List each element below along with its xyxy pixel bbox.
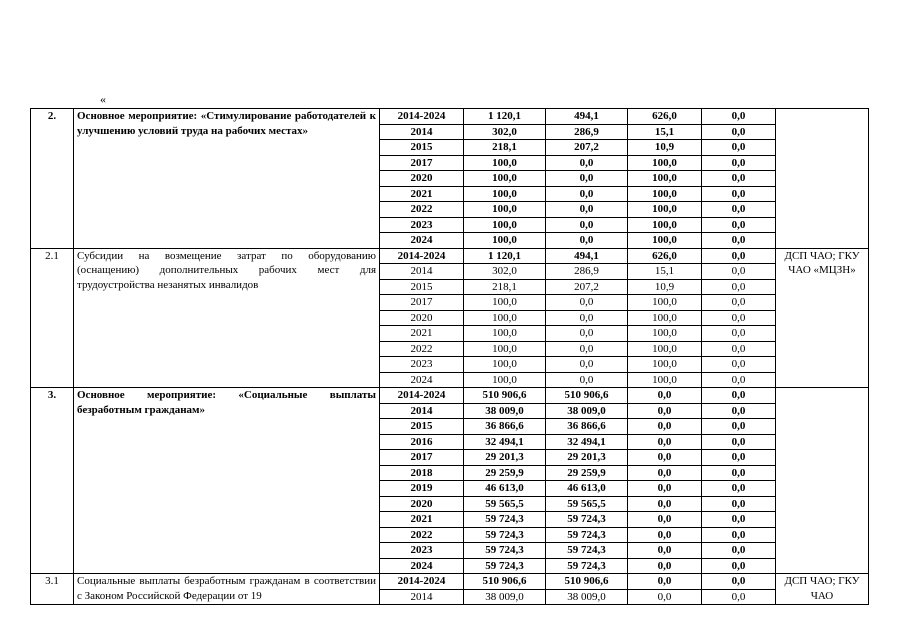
source2-cell: 0,0: [628, 403, 702, 419]
year-cell: 2016: [380, 434, 464, 450]
year-cell: 2021: [380, 326, 464, 342]
source3-cell: 0,0: [702, 310, 776, 326]
year-cell: 2022: [380, 202, 464, 218]
total-cell: 1 120,1: [464, 248, 546, 264]
source1-cell: 0,0: [546, 372, 628, 388]
source1-cell: 38 009,0: [546, 589, 628, 605]
source2-cell: 0,0: [628, 496, 702, 512]
source3-cell: 0,0: [702, 403, 776, 419]
total-cell: 1 120,1: [464, 109, 546, 125]
source2-cell: 100,0: [628, 295, 702, 311]
source2-cell: 0,0: [628, 543, 702, 559]
total-cell: 218,1: [464, 279, 546, 295]
source2-cell: 100,0: [628, 217, 702, 233]
source1-cell: 0,0: [546, 233, 628, 249]
source1-cell: 59 565,5: [546, 496, 628, 512]
year-cell: 2014: [380, 124, 464, 140]
table-row: [31, 574, 869, 590]
year-cell: 2015: [380, 279, 464, 295]
total-cell: 46 613,0: [464, 481, 546, 497]
source3-cell: 0,0: [702, 450, 776, 466]
source2-cell: 100,0: [628, 372, 702, 388]
source3-cell: 0,0: [702, 202, 776, 218]
source3-cell: 0,0: [702, 264, 776, 280]
total-cell: 100,0: [464, 233, 546, 249]
source2-cell: 100,0: [628, 310, 702, 326]
source2-cell: 15,1: [628, 264, 702, 280]
section-number: 2.1: [31, 248, 74, 388]
year-cell: 2024: [380, 372, 464, 388]
responsible-cell: ДСП ЧАО; ГКУ ЧАО «МЦЗН»: [776, 248, 869, 388]
source1-cell: 59 724,3: [546, 543, 628, 559]
source2-cell: 0,0: [628, 434, 702, 450]
source1-cell: 46 613,0: [546, 481, 628, 497]
source3-cell: 0,0: [702, 233, 776, 249]
total-cell: 218,1: [464, 140, 546, 156]
source1-cell: 29 259,9: [546, 465, 628, 481]
total-cell: 100,0: [464, 357, 546, 373]
source3-cell: 0,0: [702, 465, 776, 481]
source1-cell: 0,0: [546, 186, 628, 202]
section-title: Основное мероприятие: «Социальные выплаты безработным гражданам»: [74, 388, 380, 574]
source2-cell: 0,0: [628, 589, 702, 605]
year-cell: 2017: [380, 450, 464, 466]
year-cell: 2019: [380, 481, 464, 497]
source1-cell: 0,0: [546, 171, 628, 187]
source3-cell: 0,0: [702, 279, 776, 295]
source2-cell: 100,0: [628, 233, 702, 249]
source3-cell: 0,0: [702, 248, 776, 264]
year-cell: 2022: [380, 527, 464, 543]
source3-cell: 0,0: [702, 171, 776, 187]
source1-cell: 207,2: [546, 279, 628, 295]
year-cell: 2020: [380, 310, 464, 326]
source3-cell: 0,0: [702, 186, 776, 202]
section-number: 3.1: [31, 574, 74, 605]
total-cell: 59 724,3: [464, 543, 546, 559]
total-cell: 510 906,6: [464, 388, 546, 404]
year-cell: 2014: [380, 403, 464, 419]
table-row: [31, 388, 869, 404]
year-cell: 2015: [380, 140, 464, 156]
source1-cell: 0,0: [546, 295, 628, 311]
source2-cell: 0,0: [628, 481, 702, 497]
total-cell: 100,0: [464, 326, 546, 342]
source3-cell: 0,0: [702, 217, 776, 233]
year-cell: 2023: [380, 217, 464, 233]
year-cell: 2024: [380, 233, 464, 249]
total-cell: 100,0: [464, 171, 546, 187]
total-cell: 100,0: [464, 202, 546, 218]
funding-table: [30, 108, 869, 605]
total-cell: 100,0: [464, 186, 546, 202]
total-cell: 100,0: [464, 310, 546, 326]
source3-cell: 0,0: [702, 481, 776, 497]
total-cell: 510 906,6: [464, 574, 546, 590]
year-cell: 2014-2024: [380, 388, 464, 404]
year-cell: 2018: [380, 465, 464, 481]
total-cell: 59 724,3: [464, 512, 546, 528]
source1-cell: 0,0: [546, 202, 628, 218]
source1-cell: 29 201,3: [546, 450, 628, 466]
source1-cell: 59 724,3: [546, 558, 628, 574]
year-cell: 2020: [380, 171, 464, 187]
year-cell: 2020: [380, 496, 464, 512]
source2-cell: 0,0: [628, 527, 702, 543]
source3-cell: 0,0: [702, 341, 776, 357]
year-cell: 2021: [380, 186, 464, 202]
source3-cell: 0,0: [702, 295, 776, 311]
total-cell: 59 724,3: [464, 558, 546, 574]
year-cell: 2014: [380, 264, 464, 280]
source2-cell: 0,0: [628, 465, 702, 481]
source2-cell: 626,0: [628, 109, 702, 125]
total-cell: 100,0: [464, 155, 546, 171]
source3-cell: 0,0: [702, 372, 776, 388]
opening-quote: «: [100, 92, 106, 106]
source3-cell: 0,0: [702, 155, 776, 171]
year-cell: 2014-2024: [380, 109, 464, 125]
year-cell: 2014: [380, 589, 464, 605]
source1-cell: 510 906,6: [546, 574, 628, 590]
year-cell: 2017: [380, 295, 464, 311]
responsible-cell: ДСП ЧАО; ГКУ ЧАО: [776, 574, 869, 605]
source3-cell: 0,0: [702, 543, 776, 559]
total-cell: 100,0: [464, 217, 546, 233]
year-cell: 2017: [380, 155, 464, 171]
source3-cell: 0,0: [702, 326, 776, 342]
year-cell: 2021: [380, 512, 464, 528]
section-title: Социальные выплаты безработным гражданам в соответствии с Законом Российской Федерации от 19: [74, 574, 380, 605]
total-cell: 100,0: [464, 341, 546, 357]
source2-cell: 100,0: [628, 326, 702, 342]
table-row: [31, 248, 869, 264]
year-cell: 2023: [380, 357, 464, 373]
source2-cell: 626,0: [628, 248, 702, 264]
source1-cell: 494,1: [546, 248, 628, 264]
section-title: Субсидии на возмещение затрат по оборудованию (оснащению) дополнительных рабочих мест для трудоустройства незанятых инвалидов: [74, 248, 380, 388]
source2-cell: 15,1: [628, 124, 702, 140]
section-title: Основное мероприятие: «Стимулирование работодателей к улучшению условий труда на рабочих местах»: [74, 109, 380, 249]
source3-cell: 0,0: [702, 558, 776, 574]
source1-cell: 36 866,6: [546, 419, 628, 435]
source1-cell: 286,9: [546, 264, 628, 280]
source3-cell: 0,0: [702, 589, 776, 605]
source2-cell: 100,0: [628, 186, 702, 202]
source2-cell: 0,0: [628, 512, 702, 528]
source2-cell: 0,0: [628, 574, 702, 590]
source1-cell: 0,0: [546, 326, 628, 342]
source1-cell: 510 906,6: [546, 388, 628, 404]
total-cell: 100,0: [464, 372, 546, 388]
year-cell: 2023: [380, 543, 464, 559]
source1-cell: 0,0: [546, 310, 628, 326]
source3-cell: 0,0: [702, 140, 776, 156]
source3-cell: 0,0: [702, 388, 776, 404]
source2-cell: 10,9: [628, 140, 702, 156]
total-cell: 100,0: [464, 295, 546, 311]
total-cell: 59 565,5: [464, 496, 546, 512]
year-cell: 2024: [380, 558, 464, 574]
source1-cell: 0,0: [546, 155, 628, 171]
source2-cell: 0,0: [628, 419, 702, 435]
source1-cell: 0,0: [546, 341, 628, 357]
responsible-cell: [776, 388, 869, 574]
total-cell: 38 009,0: [464, 403, 546, 419]
year-cell: 2014-2024: [380, 248, 464, 264]
source2-cell: 100,0: [628, 171, 702, 187]
source1-cell: 32 494,1: [546, 434, 628, 450]
total-cell: 59 724,3: [464, 527, 546, 543]
source2-cell: 100,0: [628, 155, 702, 171]
source3-cell: 0,0: [702, 124, 776, 140]
source2-cell: 100,0: [628, 202, 702, 218]
source1-cell: 286,9: [546, 124, 628, 140]
year-cell: 2014-2024: [380, 574, 464, 590]
source1-cell: 0,0: [546, 357, 628, 373]
source1-cell: 59 724,3: [546, 527, 628, 543]
source2-cell: 0,0: [628, 558, 702, 574]
responsible-cell: [776, 109, 869, 249]
source3-cell: 0,0: [702, 419, 776, 435]
section-number: 3.: [31, 388, 74, 574]
source3-cell: 0,0: [702, 109, 776, 125]
source1-cell: 0,0: [546, 217, 628, 233]
source1-cell: 38 009,0: [546, 403, 628, 419]
total-cell: 302,0: [464, 264, 546, 280]
year-cell: 2015: [380, 419, 464, 435]
source1-cell: 207,2: [546, 140, 628, 156]
source2-cell: 100,0: [628, 341, 702, 357]
source3-cell: 0,0: [702, 496, 776, 512]
table-row: [31, 109, 869, 125]
source1-cell: 59 724,3: [546, 512, 628, 528]
source3-cell: 0,0: [702, 512, 776, 528]
source3-cell: 0,0: [702, 527, 776, 543]
table-body: [31, 109, 869, 605]
total-cell: 29 259,9: [464, 465, 546, 481]
year-cell: 2022: [380, 341, 464, 357]
total-cell: 36 866,6: [464, 419, 546, 435]
source2-cell: 0,0: [628, 388, 702, 404]
source1-cell: 494,1: [546, 109, 628, 125]
source2-cell: 10,9: [628, 279, 702, 295]
source2-cell: 0,0: [628, 450, 702, 466]
source2-cell: 100,0: [628, 357, 702, 373]
source3-cell: 0,0: [702, 434, 776, 450]
total-cell: 32 494,1: [464, 434, 546, 450]
total-cell: 302,0: [464, 124, 546, 140]
source3-cell: 0,0: [702, 357, 776, 373]
total-cell: 29 201,3: [464, 450, 546, 466]
section-number: 2.: [31, 109, 74, 249]
source3-cell: 0,0: [702, 574, 776, 590]
total-cell: 38 009,0: [464, 589, 546, 605]
